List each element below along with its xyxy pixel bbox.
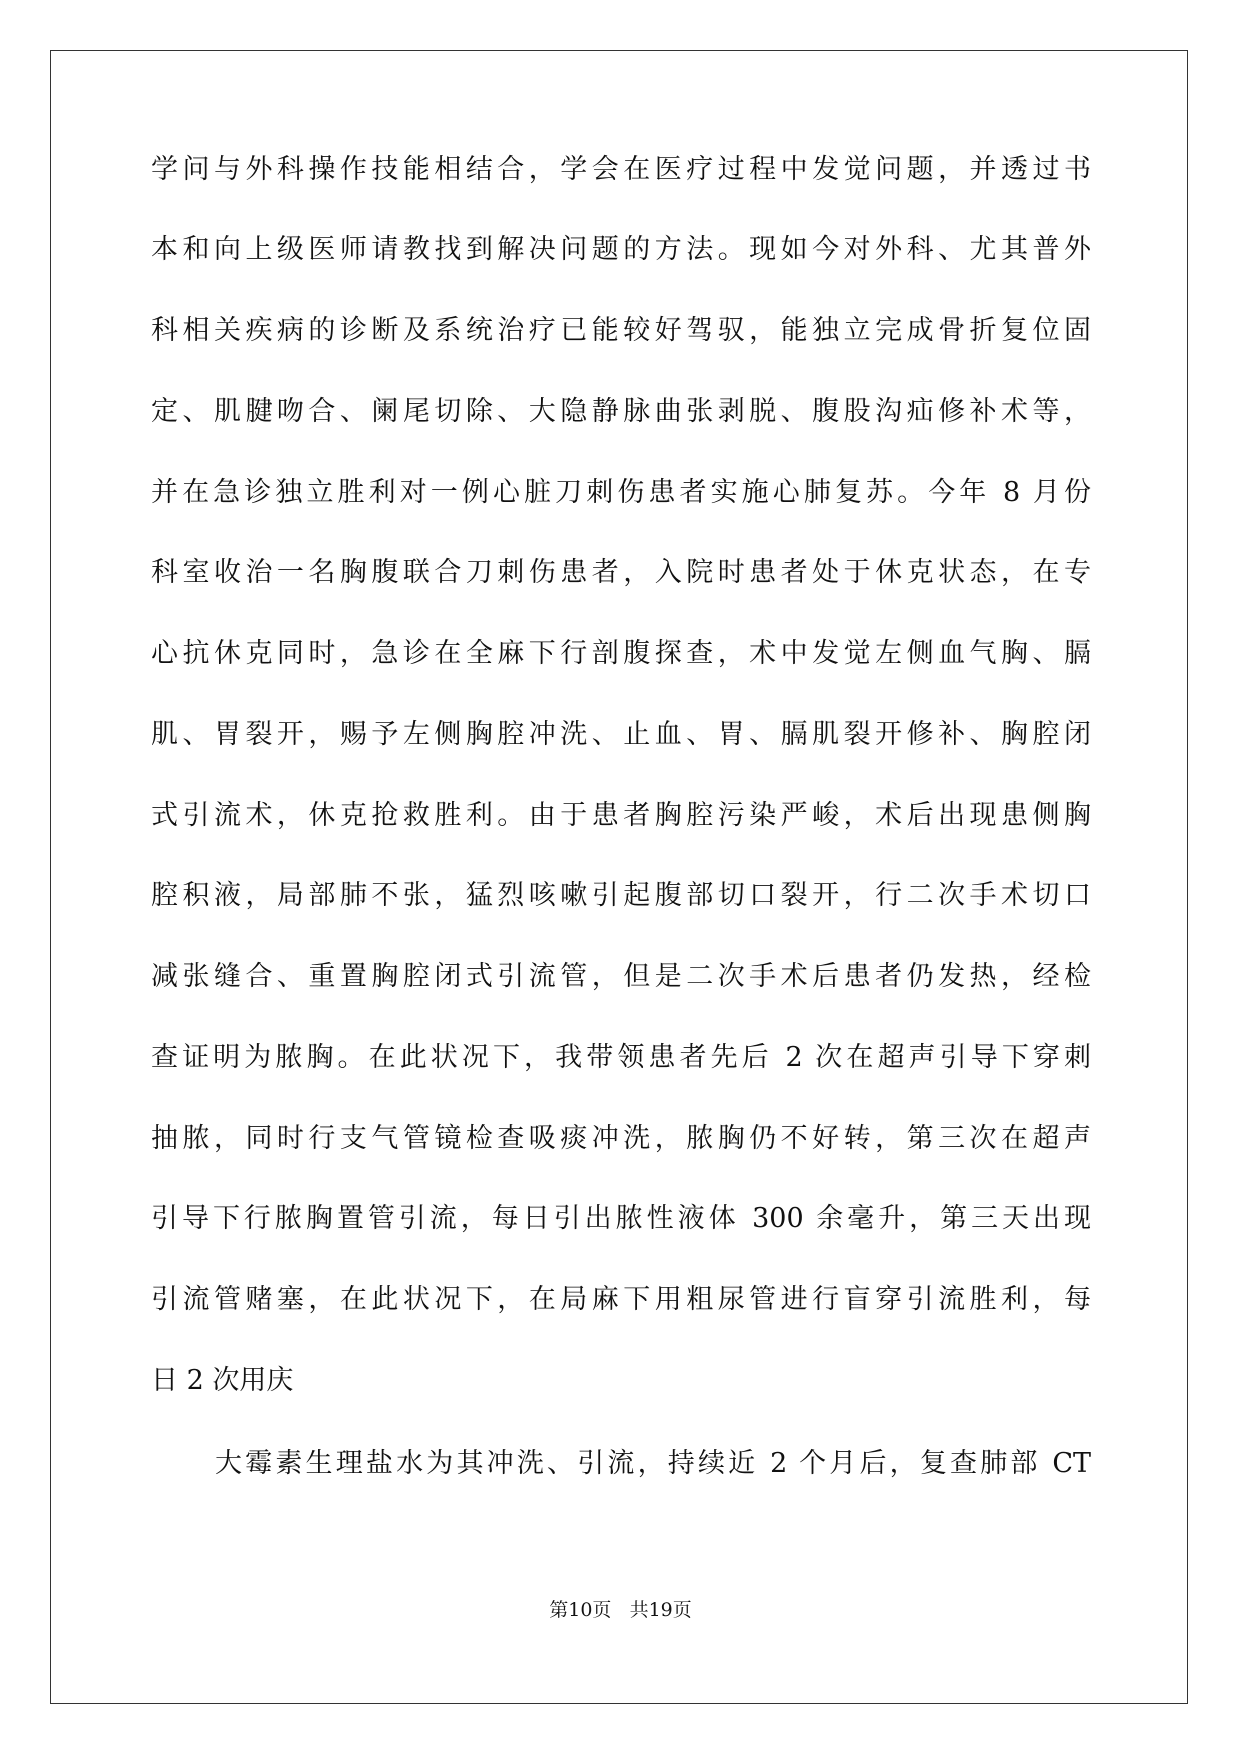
text-line: 抽脓，同时行支气管镜检查吸痰冲洗，脓胸仍不好转，第三次在超声 [151,1123,1091,1154]
text-line: 心抗休克同时，急诊在全麻下行剖腹探查，术中发觉左侧血气胸、膈 [151,638,1091,669]
text-line: 查证明为脓胸。在此状况下，我带领患者先后 2 次在超声引导下穿刺 [151,1042,1091,1073]
text-line: 并在急诊独立胜利对一例心脏刀刺伤患者实施心肺复苏。今年 8 月份 [151,477,1091,508]
page-total: 共19页 [629,1599,692,1621]
text-line: 引导下行脓胸置管引流，每日引出脓性液体 300 余毫升，第三天出现 [151,1203,1091,1234]
text-line: 引流管赌塞，在此状况下，在局麻下用粗尿管进行盲穿引流胜利，每 [151,1284,1091,1315]
text-line: 科相关疾病的诊断及系统治疗已能较好驾驭，能独立完成骨折复位固 [151,315,1091,346]
text-line: 本和向上级医师请教找到解决问题的方法。现如今对外科、尤其普外 [151,234,1091,265]
page-number: 第10页 [549,1599,612,1621]
text-line: 式引流术，休克抢救胜利。由于患者胸腔污染严峻，术后出现患侧胸 [151,800,1091,831]
text-line: 日 2 次用庆 [151,1365,294,1396]
text-line: 学问与外科操作技能相结合，学会在医疗过程中发觉问题，并透过书 [151,154,1091,185]
paragraph-line: 大霉素生理盐水为其冲洗、引流，持续近 2 个月后，复查肺部 CT [215,1448,1091,1479]
text-line: 定、肌腱吻合、阑尾切除、大隐静脉曲张剥脱、腹股沟疝修补术等， [151,396,1091,427]
page-footer [0,1598,1241,1622]
text-line: 减张缝合、重置胸腔闭式引流管，但是二次手术后患者仍发热，经检 [151,961,1091,992]
text-line: 科室收治一名胸腹联合刀刺伤患者，入院时患者处于休克状态，在专 [151,557,1091,588]
text-line: 腔积液，局部肺不张，猛烈咳嗽引起腹部切口裂开，行二次手术切口 [151,880,1091,911]
text-line: 肌、胃裂开，赐予左侧胸腔冲洗、止血、胃、膈肌裂开修补、胸腔闭 [151,719,1091,750]
